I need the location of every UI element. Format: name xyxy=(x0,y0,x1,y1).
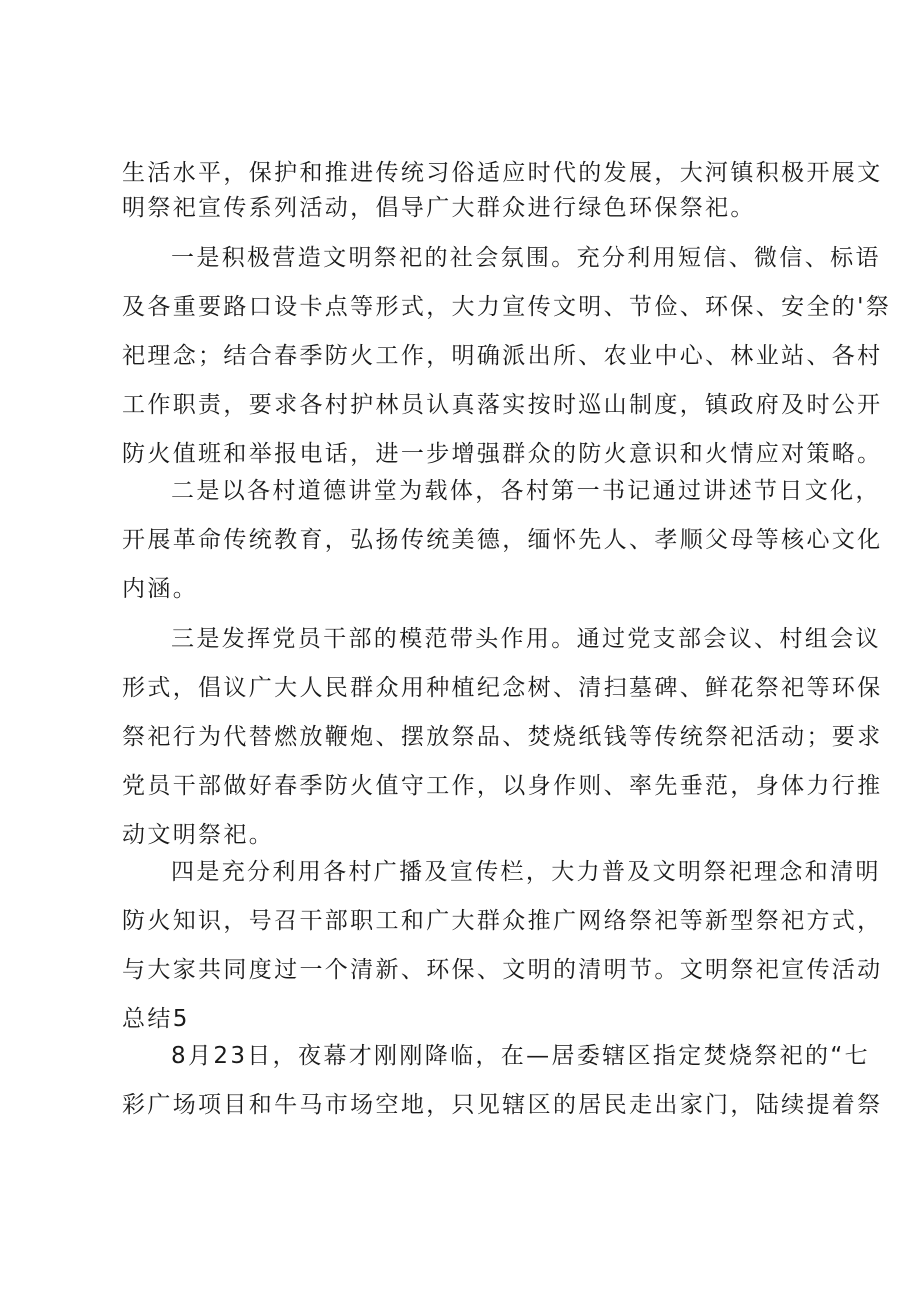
text-line: 总结5 xyxy=(122,1006,190,1032)
text-line: 内涵。 xyxy=(122,576,199,602)
text-line: 防火值班和举报电话，进一步增强群众的防火意识和火情应对策略。 xyxy=(122,441,883,467)
text-line: 及各重要路口设卡点等形式，大力宣传文明、节俭、环保、安全的'祭 xyxy=(122,294,892,320)
text-line: 党员干部做好春季防火值守工作，以身作则、率先垂范，身体力行推 xyxy=(122,773,883,799)
text-line: 工作职责，要求各村护林员认真落实按时巡山制度，镇政府及时公开 xyxy=(122,392,883,418)
text-line: 防火知识，号召干部职工和广大群众推广网络祭祀等新型祭祀方式， xyxy=(122,908,883,934)
paragraph-first-line: 二是以各村道德讲堂为载体，各村第一书记通过讲述节日文化， xyxy=(171,478,881,504)
paragraph-first-line: 一是积极营造文明祭祀的社会氛围。充分利用短信、微信、标语 xyxy=(171,245,881,271)
text-line: 明祭祀宣传系列活动，倡导广大群众进行绿色环保祭祀。 xyxy=(122,195,756,221)
text-line: 祀理念；结合春季防火工作，明确派出所、农业中心、林业站、各村 xyxy=(122,343,883,369)
text-line: 祭祀行为代替燃放鞭炮、摆放祭品、焚烧纸钱等传统祭祀活动；要求 xyxy=(122,724,883,750)
text-line: 开展革命传统教育，弘扬传统美德，缅怀先人、孝顺父母等核心文化 xyxy=(122,527,883,553)
text-line: 生活水平，保护和推进传统习俗适应时代的发展，大河镇积极开展文 xyxy=(122,160,883,186)
paragraph-first-line: 四是充分利用各村广播及宣传栏，大力普及文明祭祀理念和清明 xyxy=(171,859,881,885)
paragraph-first-line: 三是发挥党员干部的模范带头作用。通过党支部会议、村组会议 xyxy=(171,626,881,652)
text-line: 形式，倡议广大人民群众用种植纪念树、清扫墓碑、鲜花祭祀等环保 xyxy=(122,675,883,701)
text-line: 彩广场项目和牛马市场空地，只见辖区的居民走出家门，陆续提着祭 xyxy=(122,1092,883,1118)
text-line: 与大家共同度过一个清新、环保、文明的清明节。文明祭祀宣传活动 xyxy=(122,957,883,983)
text-line: 动文明祭祀。 xyxy=(122,822,275,848)
paragraph-first-line: 8月23日，夜幕才刚刚降临，在—居委辖区指定焚烧祭祀的“七 xyxy=(171,1043,870,1069)
